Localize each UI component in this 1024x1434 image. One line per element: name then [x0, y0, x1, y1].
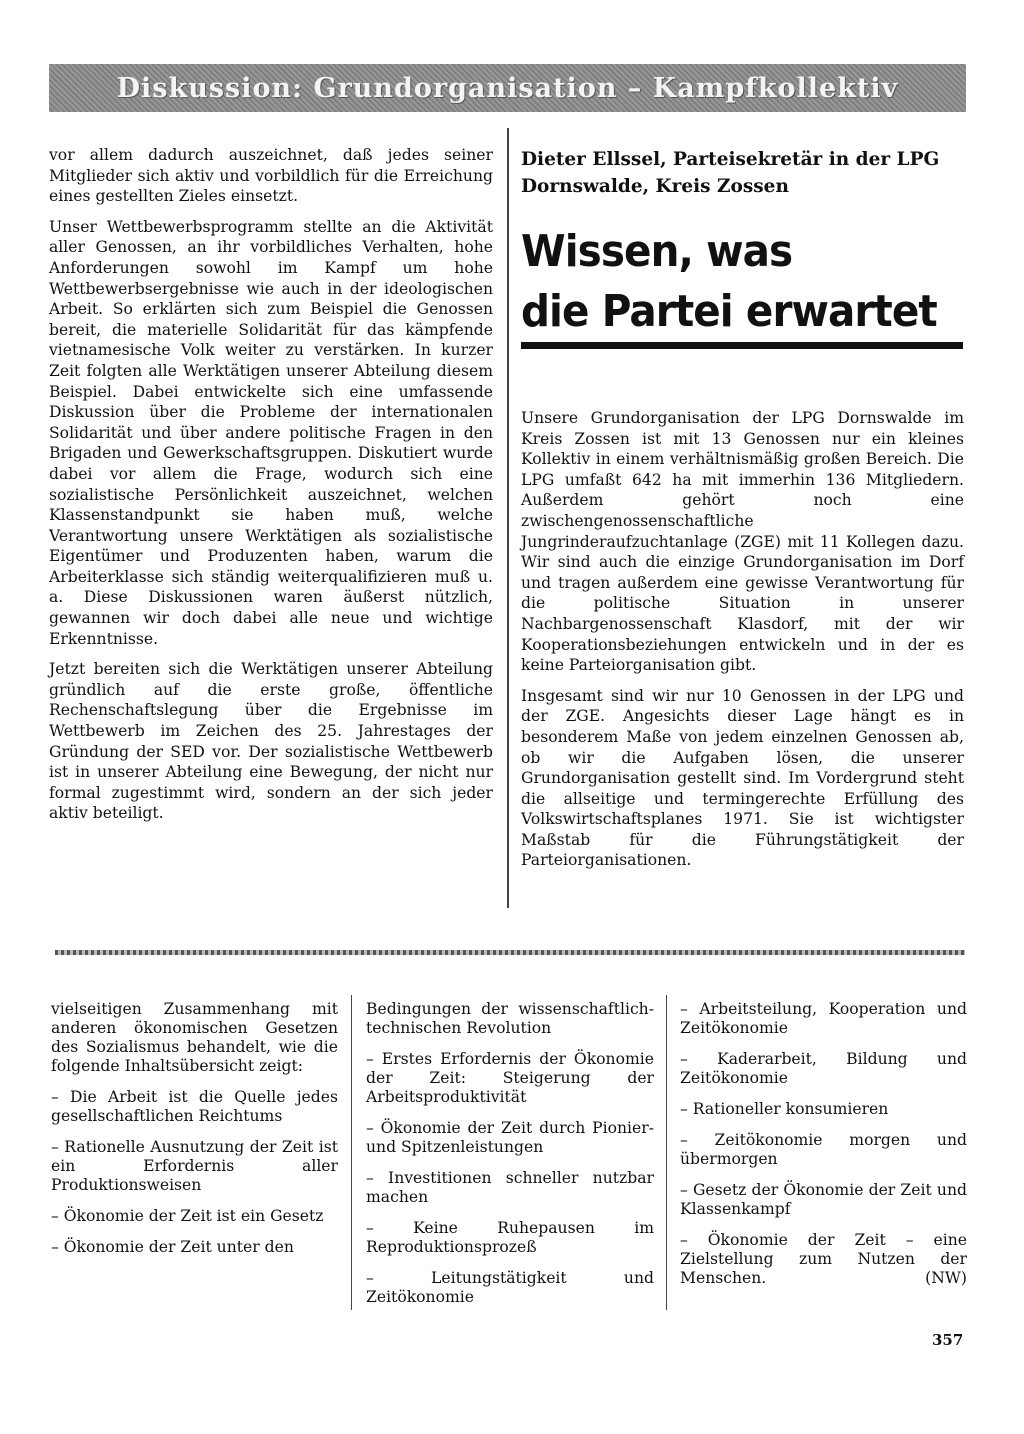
list-item: – Kaderarbeit, Bildung und Zeitökonomie [680, 1050, 967, 1087]
column-divider [507, 128, 509, 908]
list-item: – Keine Ruhepausen im Reproduktionsprozeß [366, 1219, 654, 1256]
banner-title: Diskussion: Grundorganisation – Kampfkollektiv [116, 72, 899, 104]
list-divider [351, 995, 352, 1310]
list-item: – Arbeitsteilung, Kooperation und Zeitökonomie [680, 1000, 967, 1037]
list-item: – Gesetz der Ökonomie der Zeit und Klassenkampf [680, 1181, 967, 1218]
list-item-text: – Ökonomie der Zeit – eine Zielstellung zum Nutzen der Menschen. [680, 1231, 967, 1287]
headline-rule [521, 342, 963, 349]
list-item: – Die Arbeit ist die Quelle jedes gesellschaftlichen Reichtums [51, 1088, 338, 1125]
list-item: – Ökonomie der Zeit durch Pionier- und Spitzenleistungen [366, 1119, 654, 1156]
left-paragraph: vor allem dadurch auszeichnet, daß jedes seiner Mitglieder sich aktiv und vorbildlich für die Erreichung eines gestellten Zieles einsetzt. [49, 146, 493, 206]
list-item: – Leitungstätigkeit und Zeitökonomie [366, 1269, 654, 1306]
section-banner [49, 64, 966, 112]
list-item: – Erstes Erfordernis der Ökonomie der Zeit: Steigerung der Arbeitsproduktivität [366, 1050, 654, 1106]
list-item: – Investitionen schneller nutzbar machen [366, 1169, 654, 1206]
contents-column-3 [680, 1000, 967, 1288]
list-item: – Ökonomie der Zeit unter den [51, 1238, 294, 1256]
list-item: vielseitigen Zusammenhang mit anderen ökonomischen Gesetzen des Sozialismus behandelt, wie die folgende Inhaltsübersicht zeigt: [51, 1000, 338, 1075]
left-column [49, 145, 493, 834]
list-divider [666, 995, 667, 1310]
author-signature: (NW) [925, 1269, 967, 1287]
page-number: 357 [932, 1331, 964, 1349]
article-paragraph: Unsere Grundorganisation der LPG Dornswalde im Kreis Zossen ist mit 13 Genossen nur ein kleines Kollektiv in einem verhältnismäßig großen Bereich. Die LPG umfaßt 642 ha mit immerhin 136 Mitgliedern. Außerdem gehört noch eine zwischengenossenschaftliche Jungrinderaufzuchtanlage (ZGE) mit 11 Kollegen dazu. Wir sind auch die einzige Grundorganisation im Dorf und tragen außerdem eine gewisse Verantwortung für die politische Situation in unserer Nachbargenossenschaft Klasdorf, mit der wir Kooperationsbeziehungen entwickeln und in der es keine Parteiorganisation gibt. [521, 409, 964, 675]
article-author: Dieter Ellssel, Parteisekretär in der LPG Dornswalde, Kreis Zossen [521, 149, 940, 197]
left-paragraph: Jetzt bereiten sich die Werktätigen unserer Abteilung gründlich auf die erste große, öffentliche Rechenschaftslegung über die Ergebnisse im Wettbewerb im Zeichen des 25. Jahrestages der Gründung der SED vor. Der sozialistische Wettbewerb ist in unserer Abteilung eine Bewegung, der nicht nur formal zugestimmt wird, sondern an der sich jeder aktiv beteiligt. [49, 660, 493, 823]
list-item: – Zeitökonomie morgen und übermorgen [680, 1131, 967, 1168]
article-paragraph: Insgesamt sind wir nur 10 Genossen in der LPG und der ZGE. Angesichts dieser Lage hängt es in besonderem Maße von jedem einzelnen Genossen ab, ob wir die Aufgaben lösen, die unserer Grundorganisation gestellt sind. Im Vordergrund steht die allseitige und termingerechte Erfüllung des Volkswirtschaftsplanes 1971. Sie ist wichtigster Maßstab für die Führungstätigkeit der Parteiorganisationen. [521, 686, 964, 870]
left-paragraph: Unser Wettbewerbsprogramm stellte an die Aktivität aller Genossen, an ihr vorbildliches Verhalten, hohe Anforderungen sowohl im Kampf um hohe Wettbewerbsergebnisse wie auch in der ideologischen Arbeit. So erklärten sich zum Beispiel die Genossen bereit, die materielle Solidarität für das kämpfende vietnamesische Volk weiter zu verstärken. In kurzer Zeit folgten alle Werktätigen unserer Abteilung diesem Beispiel. Dabei entwickelte sich eine umfassende Diskussion über die Probleme der internationalen Solidarität und über andere politische Fragen in den Brigaden und Gewerkschaftsgruppen. Diskutiert wurde dabei vor allem die Frage, wodurch sich eine sozialistische Persönlichkeit auszeichnet, welchen Klassenstandpunkt sie haben muß, welche Verantwortung unsere Werktätigen als sozialistische Eigentümer und Produzenten haben, warum die Arbeiterklasse sich ständig weiterqualifizieren muß u. a. Diese Diskussionen waren äußerst nützlich, gewannen wir doch dabei alle neue und wichtige Erkenntnisse. [49, 217, 493, 648]
article-headline [521, 222, 944, 342]
article-body [521, 408, 964, 881]
contents-column-1 [51, 1000, 338, 1269]
list-item [680, 1231, 967, 1288]
list-item: – Rationelle Ausnutzung der Zeit ist ein Erfordernis aller Produktionsweisen [51, 1138, 338, 1194]
list-item: – Rationeller konsumieren [680, 1100, 889, 1118]
list-item: – Ökonomie der Zeit ist ein Gesetz [51, 1207, 324, 1225]
headline-line-2: die Partei erwartet [521, 286, 937, 337]
section-separator [55, 950, 965, 955]
list-item: Bedingungen der wissenschaftlich-technischen Revolution [366, 1000, 654, 1037]
headline-line-1: Wissen, was [521, 226, 793, 277]
contents-column-2 [366, 1000, 654, 1319]
